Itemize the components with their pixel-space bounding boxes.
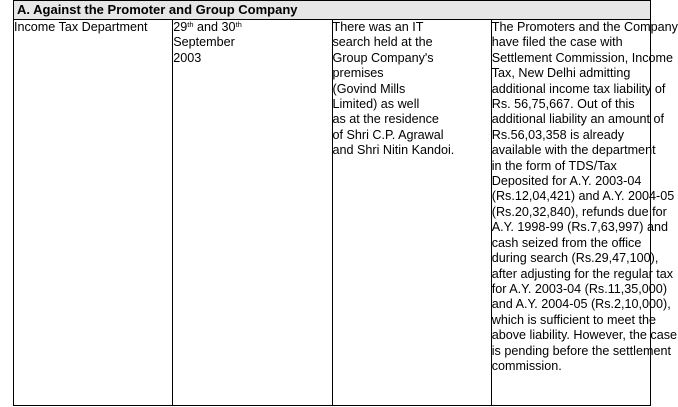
description-line: search held at the	[332, 35, 433, 50]
description-line: as at the residence	[332, 112, 439, 127]
authority-text: Income Tax Department	[14, 20, 148, 34]
status-line: The Promoters and the Company	[491, 20, 678, 34]
status-line: during search (Rs.29,47,100),	[491, 251, 659, 266]
date-cell	[173, 20, 332, 406]
status-line: for A.Y. 2003-04 (Rs.11,35,000)	[491, 281, 668, 296]
section-header-row	[14, 1, 651, 20]
status-line: available with the department	[491, 143, 656, 158]
status-line: cash seized from the office	[491, 235, 642, 250]
description-line: and Shri Nitin Kandoi.	[332, 143, 455, 158]
status-line: in the form of TDS/Tax	[491, 158, 617, 173]
date-line: 2003	[173, 50, 202, 65]
description-line: premises	[332, 66, 384, 81]
status-line: Tax, New Delhi admitting	[491, 66, 631, 81]
status-line: Rs. 56,75,667. Out of this	[491, 97, 635, 112]
status-line: which is sufficient to meet the	[491, 312, 657, 327]
description-line: (Govind Mills	[332, 81, 406, 96]
status-line: after adjusting for the regular tax	[491, 266, 674, 281]
status-line: A.Y. 1998-99 (Rs.7,63,997) and	[491, 220, 668, 235]
description-line: There was an IT	[332, 20, 424, 34]
date-first-line: 29th and 30th	[173, 20, 242, 34]
description-line: Group Company's	[332, 50, 434, 65]
status-cell	[491, 20, 678, 406]
status-line: above liability. However, the case	[491, 328, 678, 343]
section-heading: A. Against the Promoter and Group Company	[14, 1, 651, 20]
status-line: and A.Y. 2004-05 (Rs.2,10,000),	[491, 297, 671, 312]
status-line: (Rs.12,04,421) and A.Y. 2004-05	[491, 189, 675, 204]
description-line: of Shri C.P. Agrawal	[332, 127, 444, 142]
status-line: Settlement Commission, Income	[491, 50, 674, 65]
description-line: Limited) as well	[332, 97, 420, 112]
status-line: additional liability an amount of	[491, 112, 664, 127]
authority-cell	[14, 20, 173, 406]
status-line: is pending before the settlement	[491, 343, 671, 358]
status-line: additional income tax liability of	[491, 81, 666, 96]
status-line: commission.	[491, 358, 562, 373]
date-line: September	[173, 35, 235, 50]
table-row	[14, 20, 651, 406]
status-line: Rs.56,03,358 is already	[491, 127, 625, 142]
litigation-table	[13, 0, 678, 406]
description-cell	[332, 20, 491, 406]
status-line: have filed the case with	[491, 35, 623, 50]
status-line: Deposited for A.Y. 2003-04	[491, 174, 642, 189]
status-line: (Rs.20,32,840), refunds due for	[491, 204, 667, 219]
